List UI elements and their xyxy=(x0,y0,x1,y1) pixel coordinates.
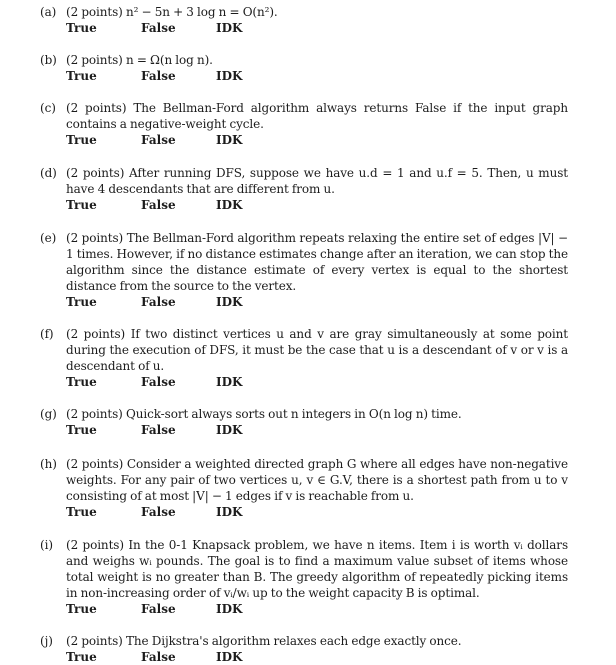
idk-option[interactable]: IDK xyxy=(216,375,243,389)
question-e xyxy=(40,230,568,310)
answer-choices xyxy=(40,504,568,520)
question-label: (g) xyxy=(40,407,57,421)
question-i xyxy=(40,537,568,617)
question-label: (d) xyxy=(40,166,57,180)
true-option[interactable]: True xyxy=(66,295,97,309)
question-points: (2 points) xyxy=(66,538,124,552)
answer-choices xyxy=(40,422,568,438)
true-option[interactable]: True xyxy=(66,423,97,437)
question-a xyxy=(40,4,568,36)
true-option[interactable]: True xyxy=(66,602,97,616)
question-points: (2 points) xyxy=(66,231,124,245)
question-d xyxy=(40,165,568,213)
question-text: After running DFS, suppose we have u.d = 1 and u.f = 5. Then, u must have 4 descendants that are different from u. xyxy=(66,166,568,196)
question-h xyxy=(40,456,568,520)
answer-choices xyxy=(40,68,568,84)
question-text: Quick-sort always sorts out n integers in O(n log n) time. xyxy=(126,407,462,421)
question-label: (c) xyxy=(40,101,56,115)
answer-choices xyxy=(40,601,568,617)
question-label: (a) xyxy=(40,5,57,19)
idk-option[interactable]: IDK xyxy=(216,133,243,147)
false-option[interactable]: False xyxy=(141,650,176,664)
question-text: In the 0-1 Knapsack problem, we have n items. Item i is worth vᵢ dollars and weighs wᵢ pounds. The goal is to find a maximum value subset of items whose total weight is no greater than B. The greedy algorithm of repeatedly picking items in non-increasing order of vᵢ/wᵢ up to the weight capacity B is optimal. xyxy=(66,538,568,600)
question-points: (2 points) xyxy=(66,634,123,648)
true-option[interactable]: True xyxy=(66,650,97,664)
true-option[interactable]: True xyxy=(66,505,97,519)
question-label: (j) xyxy=(40,634,53,648)
question-label: (i) xyxy=(40,538,53,552)
question-text: The Dijkstra's algorithm relaxes each edge exactly once. xyxy=(126,634,462,648)
question-points: (2 points) xyxy=(66,5,123,19)
question-points: (2 points) xyxy=(66,327,126,341)
answer-choices xyxy=(40,649,568,665)
question-text: Consider a weighted directed graph G where all edges have non-negative weights. For any pair of two vertices u, v ∈ G.V, there is a shortest path from u to v consisting of at most |V| − 1 edges if v is reachable from u. xyxy=(66,457,568,503)
question-points: (2 points) xyxy=(66,53,123,67)
idk-option[interactable]: IDK xyxy=(216,505,243,519)
question-text: n = Ω(n log n). xyxy=(126,53,213,67)
true-option[interactable]: True xyxy=(66,69,97,83)
question-label: (f) xyxy=(40,327,54,341)
idk-option[interactable]: IDK xyxy=(216,650,243,664)
true-option[interactable]: True xyxy=(66,198,97,212)
question-j xyxy=(40,633,568,665)
answer-choices xyxy=(40,294,568,310)
answer-choices xyxy=(40,197,568,213)
question-b xyxy=(40,52,568,84)
false-option[interactable]: False xyxy=(141,69,176,83)
question-text: If two distinct vertices u and v are gray simultaneously at some point during the execution of DFS, it must be the case that u is a descendant of v or v is a descendant of u. xyxy=(66,327,568,373)
question-text: The Bellman-Ford algorithm always returns False if the input graph contains a negative-weight cycle. xyxy=(66,101,568,131)
question-f xyxy=(40,326,568,390)
idk-option[interactable]: IDK xyxy=(216,423,243,437)
idk-option[interactable]: IDK xyxy=(216,198,243,212)
false-option[interactable]: False xyxy=(141,21,176,35)
answer-choices xyxy=(40,132,568,148)
false-option[interactable]: False xyxy=(141,602,176,616)
question-label: (e) xyxy=(40,231,57,245)
false-option[interactable]: False xyxy=(141,295,176,309)
question-label: (h) xyxy=(40,457,57,471)
question-points: (2 points) xyxy=(66,166,125,180)
question-points: (2 points) xyxy=(66,457,124,471)
true-option[interactable]: True xyxy=(66,21,97,35)
false-option[interactable]: False xyxy=(141,423,176,437)
question-text: The Bellman-Ford algorithm repeats relaxing the entire set of edges |V| − 1 times. However, if no distance estimates change after an iteration, we can stop the algorithm since the distance estimate of every vertex is equal to the shortest distance from the source to the vertex. xyxy=(66,231,568,293)
true-option[interactable]: True xyxy=(66,375,97,389)
false-option[interactable]: False xyxy=(141,133,176,147)
question-points: (2 points) xyxy=(66,407,123,421)
answer-choices xyxy=(40,374,568,390)
idk-option[interactable]: IDK xyxy=(216,295,243,309)
question-label: (b) xyxy=(40,53,57,67)
idk-option[interactable]: IDK xyxy=(216,69,243,83)
answer-choices xyxy=(40,20,568,36)
question-c xyxy=(40,100,568,148)
false-option[interactable]: False xyxy=(141,198,176,212)
false-option[interactable]: False xyxy=(141,505,176,519)
false-option[interactable]: False xyxy=(141,375,176,389)
idk-option[interactable]: IDK xyxy=(216,21,243,35)
true-option[interactable]: True xyxy=(66,133,97,147)
question-g xyxy=(40,406,568,438)
question-text: n² − 5n + 3 log n = O(n²). xyxy=(126,5,278,19)
question-points: (2 points) xyxy=(66,101,127,115)
idk-option[interactable]: IDK xyxy=(216,602,243,616)
